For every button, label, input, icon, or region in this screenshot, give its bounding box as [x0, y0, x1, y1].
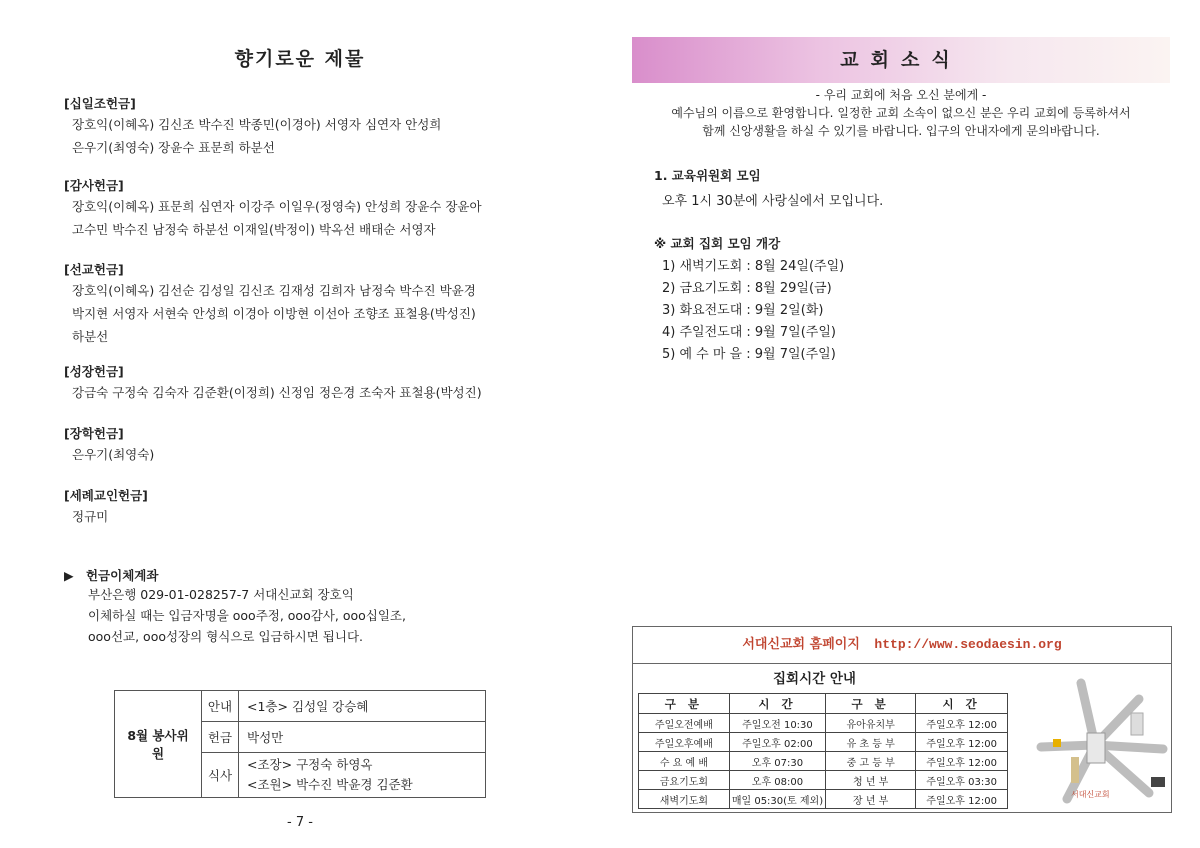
- offering-section-baptized: [64, 486, 544, 531]
- section-heading: [선교헌금]: [64, 262, 124, 277]
- schedule-header: 시 간: [729, 694, 825, 714]
- schedule-cell: 장 년 부: [826, 790, 916, 809]
- schedule-row: [639, 733, 1008, 752]
- section-heading: [장학헌금]: [64, 426, 124, 441]
- meeting-list: [662, 256, 844, 366]
- schedule-header: 구 분: [826, 694, 916, 714]
- schedule-cell: 새벽기도회: [639, 790, 730, 809]
- section-heading: [세례교인헌금]: [64, 488, 148, 503]
- welcome-heading: - 우리 교회에 처음 오신 분에게 -: [815, 88, 987, 102]
- donor-line: 장호익(이혜옥) 김선순 김성일 김신조 김재성 김희자 남정숙 박수진 박윤경: [72, 283, 476, 298]
- homepage-label: 서대신교회 홈페이지: [742, 637, 860, 652]
- schedule-cell: 중 고 등 부: [826, 752, 916, 771]
- volunteer-month-label: 8월 봉사위원: [115, 691, 202, 798]
- welcome-line: 예수님의 이름으로 환영합니다. 일정한 교회 소속이 없으신 분은 우리 교회에 등록하셔서: [671, 106, 1131, 120]
- meeting-item: 3) 화요전도대 : 9월 2일(화): [662, 303, 824, 318]
- volunteer-names: 박성만: [239, 722, 486, 753]
- volunteer-names: <조장> 구정숙 하영옥: [247, 757, 373, 772]
- transfer-heading: [64, 566, 544, 584]
- offering-section-mission: [64, 260, 544, 351]
- schedule-cell: 유아유치부: [826, 714, 916, 733]
- banner-title: 교회소식: [840, 49, 962, 71]
- donor-line: 하분선: [72, 329, 109, 344]
- map-graphic: [1021, 675, 1169, 807]
- schedule-header: 시 간: [916, 694, 1008, 714]
- donor-line: 정규미: [72, 509, 109, 524]
- donor-line: 은우기(최영숙): [72, 447, 155, 462]
- news-item-heading: ※ 교회 집회 모임 개강: [654, 236, 781, 251]
- schedule-box: [632, 626, 1172, 813]
- transfer-line: ooo선교, ooo성장의 형식으로 입금하시면 됩니다.: [88, 629, 364, 644]
- offering-section-tithe: [64, 94, 544, 162]
- volunteer-names: <조원> 박수진 박윤경 김준환: [247, 777, 413, 792]
- schedule-cell: 금요기도회: [639, 771, 730, 790]
- offering-section-scholarship: [64, 424, 544, 469]
- transfer-heading-text: 헌금이체계좌: [85, 568, 159, 583]
- news-item-text: 오후 1시 30분에 사랑실에서 모입니다.: [662, 194, 884, 209]
- schedule-cell: 주일오후예배: [639, 733, 730, 752]
- donor-line: 박지현 서영자 서현숙 안성희 이경아 이방현 이선아 조향조 표철용(박성진): [72, 306, 476, 321]
- schedule-cell: 주일오전 10:30: [729, 714, 825, 733]
- map-marker-icon: [1053, 739, 1061, 747]
- news-item-heading: 1. 교육위원회 모임: [654, 168, 761, 183]
- page-number: - 7 -: [287, 815, 313, 830]
- meeting-item: 5) 예 수 마 을 : 9월 7일(주일): [662, 347, 836, 362]
- schedule-cell: 주일오후 12:00: [916, 733, 1008, 752]
- transfer-line: 부산은행 029-01-028257-7 서대신교회 장호익: [88, 587, 354, 602]
- homepage-link[interactable]: http://www.seodaesin.org: [874, 637, 1062, 652]
- donor-line: 은우기(최영숙) 장윤수 표문희 하분선: [72, 140, 275, 155]
- offering-section-growth: [64, 362, 544, 407]
- volunteer-role: 헌금: [202, 722, 239, 753]
- schedule-row: [639, 714, 1008, 733]
- schedule-cell: 주일오후 02:00: [729, 733, 825, 752]
- donor-line: 장호익(이혜옥) 표문희 심연자 이강주 이일우(정영숙) 안성희 장윤수 장윤아: [72, 199, 482, 214]
- schedule-row: [639, 771, 1008, 790]
- donor-line: 장호익(이혜옥) 김신조 박수진 박종민(이경아) 서영자 심연자 안성희: [72, 117, 442, 132]
- church-location-map: [1021, 675, 1169, 807]
- schedule-header: 구 분: [639, 694, 730, 714]
- page-title: 향기로운 제물: [234, 48, 366, 70]
- schedule-table: [638, 693, 1008, 809]
- volunteer-table: [114, 690, 486, 798]
- offering-section-thanks: [64, 176, 544, 244]
- meeting-item: 2) 금요기도회 : 8월 29일(금): [662, 281, 832, 296]
- map-building-icon: [1087, 733, 1105, 763]
- schedule-cell: 오후 08:00: [729, 771, 825, 790]
- schedule-cell: 유 초 등 부: [826, 733, 916, 752]
- welcome-line: 함께 신앙생활을 하실 수 있기를 바랍니다. 입구의 안내자에게 문의바랍니다.: [702, 124, 1100, 138]
- meeting-item: 1) 새벽기도회 : 8월 24일(주일): [662, 259, 845, 274]
- section-heading: [감사헌금]: [64, 178, 124, 193]
- transfer-line: 이체하실 때는 입금자명을 ooo주정, ooo감사, ooo십일조,: [88, 608, 406, 623]
- transfer-account: [64, 566, 544, 647]
- schedule-cell: 주일오후 12:00: [916, 790, 1008, 809]
- schedule-cell: 오후 07:30: [729, 752, 825, 771]
- volunteer-names: <1층> 김성일 강승혜: [239, 691, 486, 722]
- meeting-item: 4) 주일전도대 : 9월 7일(주일): [662, 325, 836, 340]
- schedule-cell: 수 요 예 배: [639, 752, 730, 771]
- section-heading: [성장헌금]: [64, 364, 124, 379]
- triangle-bullet-icon: ▶: [64, 568, 74, 583]
- schedule-row: [639, 752, 1008, 771]
- volunteer-role: 안내: [202, 691, 239, 722]
- homepage-row: [633, 627, 1171, 664]
- schedule-title: 집회시간 안내: [773, 671, 856, 687]
- news-banner: [632, 37, 1170, 83]
- schedule-cell: 매일 05:30(토 제외): [729, 790, 825, 809]
- schedule-cell: 주일오후 12:00: [916, 752, 1008, 771]
- donor-line: 고수민 박수진 남정숙 하분선 이재일(박정이) 박옥선 배태순 서영자: [72, 222, 436, 237]
- schedule-row: [639, 790, 1008, 809]
- schedule-cell: 주일오후 12:00: [916, 714, 1008, 733]
- section-heading: [십일조헌금]: [64, 96, 136, 111]
- donor-line: 강금숙 구정숙 김숙자 김준환(이정희) 신정임 정은경 조숙자 표철용(박성진): [72, 385, 482, 400]
- schedule-cell: 주일오후 03:30: [916, 771, 1008, 790]
- schedule-cell: 청 년 부: [826, 771, 916, 790]
- volunteer-role: 식사: [202, 753, 239, 798]
- map-church-label: 서대신교회: [1071, 790, 1110, 799]
- schedule-cell: 주일오전예배: [639, 714, 730, 733]
- volunteer-names-cell: [239, 753, 486, 798]
